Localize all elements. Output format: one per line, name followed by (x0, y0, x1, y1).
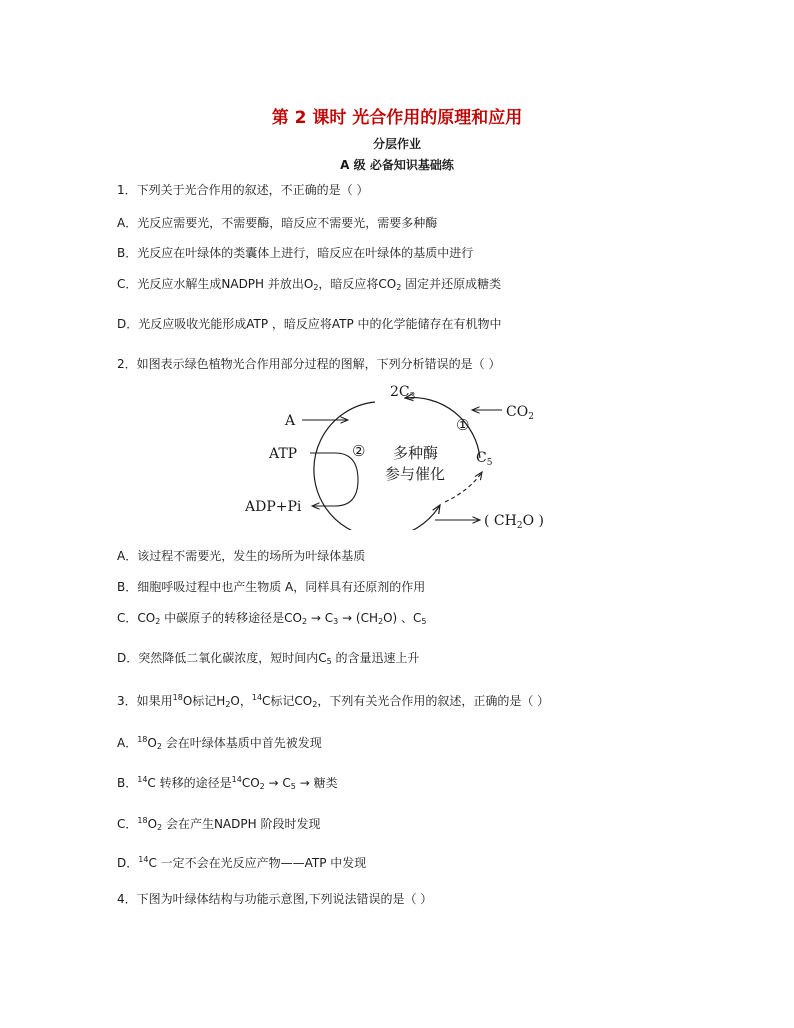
label-ch2o: ( $CH_2O$ ) (484, 513, 544, 530)
q3-option-d: D．$^{14}$C 一定不会在光反应产物——ATP 中发现 (117, 855, 367, 870)
label-a: A (285, 413, 296, 429)
page-title: 第 2 课时 光合作用的原理和应用 (271, 108, 523, 128)
q1-option-d: D．光反应吸收光能形成ATP ，暗反应将ATP 中的化学能储存在有机物中 (117, 317, 502, 331)
q1-stem: 1．下列关于光合作用的叙述，不正确的是（ ） (117, 183, 369, 197)
label-adp-pi: ADP+Pi (245, 499, 302, 515)
q2-option-b: B．细胞呼吸过程中也产生物质 A，同样具有还原剂的作用 (117, 580, 426, 594)
label-atp: ATP (269, 446, 298, 462)
q2-option-c: C．$CO_2$ 中碳原子的转移途径是$CO_2 \to C_3 \to (CH_2O)$ 、$C_5$ (117, 611, 427, 626)
label-c5: $C_5$ (476, 450, 493, 468)
level-heading: A 级 必备知识基础练 (340, 158, 454, 172)
section-heading: 分层作业 (372, 137, 421, 151)
label-step2: ② (352, 442, 366, 460)
dashed-arrow-to-c5 (445, 472, 482, 502)
photosynthesis-cycle-diagram (240, 380, 570, 530)
q3-stem: 3．如果用$^{18}$O标记$H_2O$，$^{14}$C标记$CO_2$，下列有关光合作用的叙述，正确的是（ ） (117, 693, 550, 709)
arrow-atp-adp (310, 453, 358, 506)
label-enzyme-line1: 多种酶 (393, 444, 439, 462)
label-step1: ① (456, 416, 470, 434)
q2-stem: 2．如图表示绿色植物光合作用部分过程的图解，下列分析错误的是（ ） (117, 357, 501, 371)
q1-option-a: A．光反应需要光，不需要酶，暗反应不需要光，需要多种酶 (117, 216, 438, 230)
q1-option-c: C．光反应水解生成NADPH 并放出$O_2$，暗反应将$CO_2$ 固定并还原成糖类 (117, 277, 502, 292)
q2-option-d: D．突然降低二氧化碳浓度，短时间内$C_5$ 的含量迅速上升 (117, 651, 420, 666)
label-co2: $CO_2$ (506, 404, 534, 422)
q3-option-b: B．$^{14}$C 转移的途径是$^{14}CO_2 \to C_5$ → 糖类 (117, 775, 338, 791)
q1-option-b: B．光反应在叶绿体的类囊体上进行，暗反应在叶绿体的基质中进行 (117, 246, 474, 260)
label-enzyme-line2: 参与催化 (385, 465, 446, 483)
label-2c3: $2C_3$ (390, 384, 416, 402)
q2-option-a: A．该过程不需要光，发生的场所为叶绿体基质 (117, 549, 366, 563)
q3-option-a: A．$^{18}O_2$ 会在叶绿体基质中首先被发现 (117, 735, 322, 751)
q4-stem: 4．下图为叶绿体结构与功能示意图,下列说法错误的是（ ） (117, 892, 433, 906)
q3-option-c: C．$^{18}O_2$ 会在产生NADPH 阶段时发现 (117, 816, 321, 832)
